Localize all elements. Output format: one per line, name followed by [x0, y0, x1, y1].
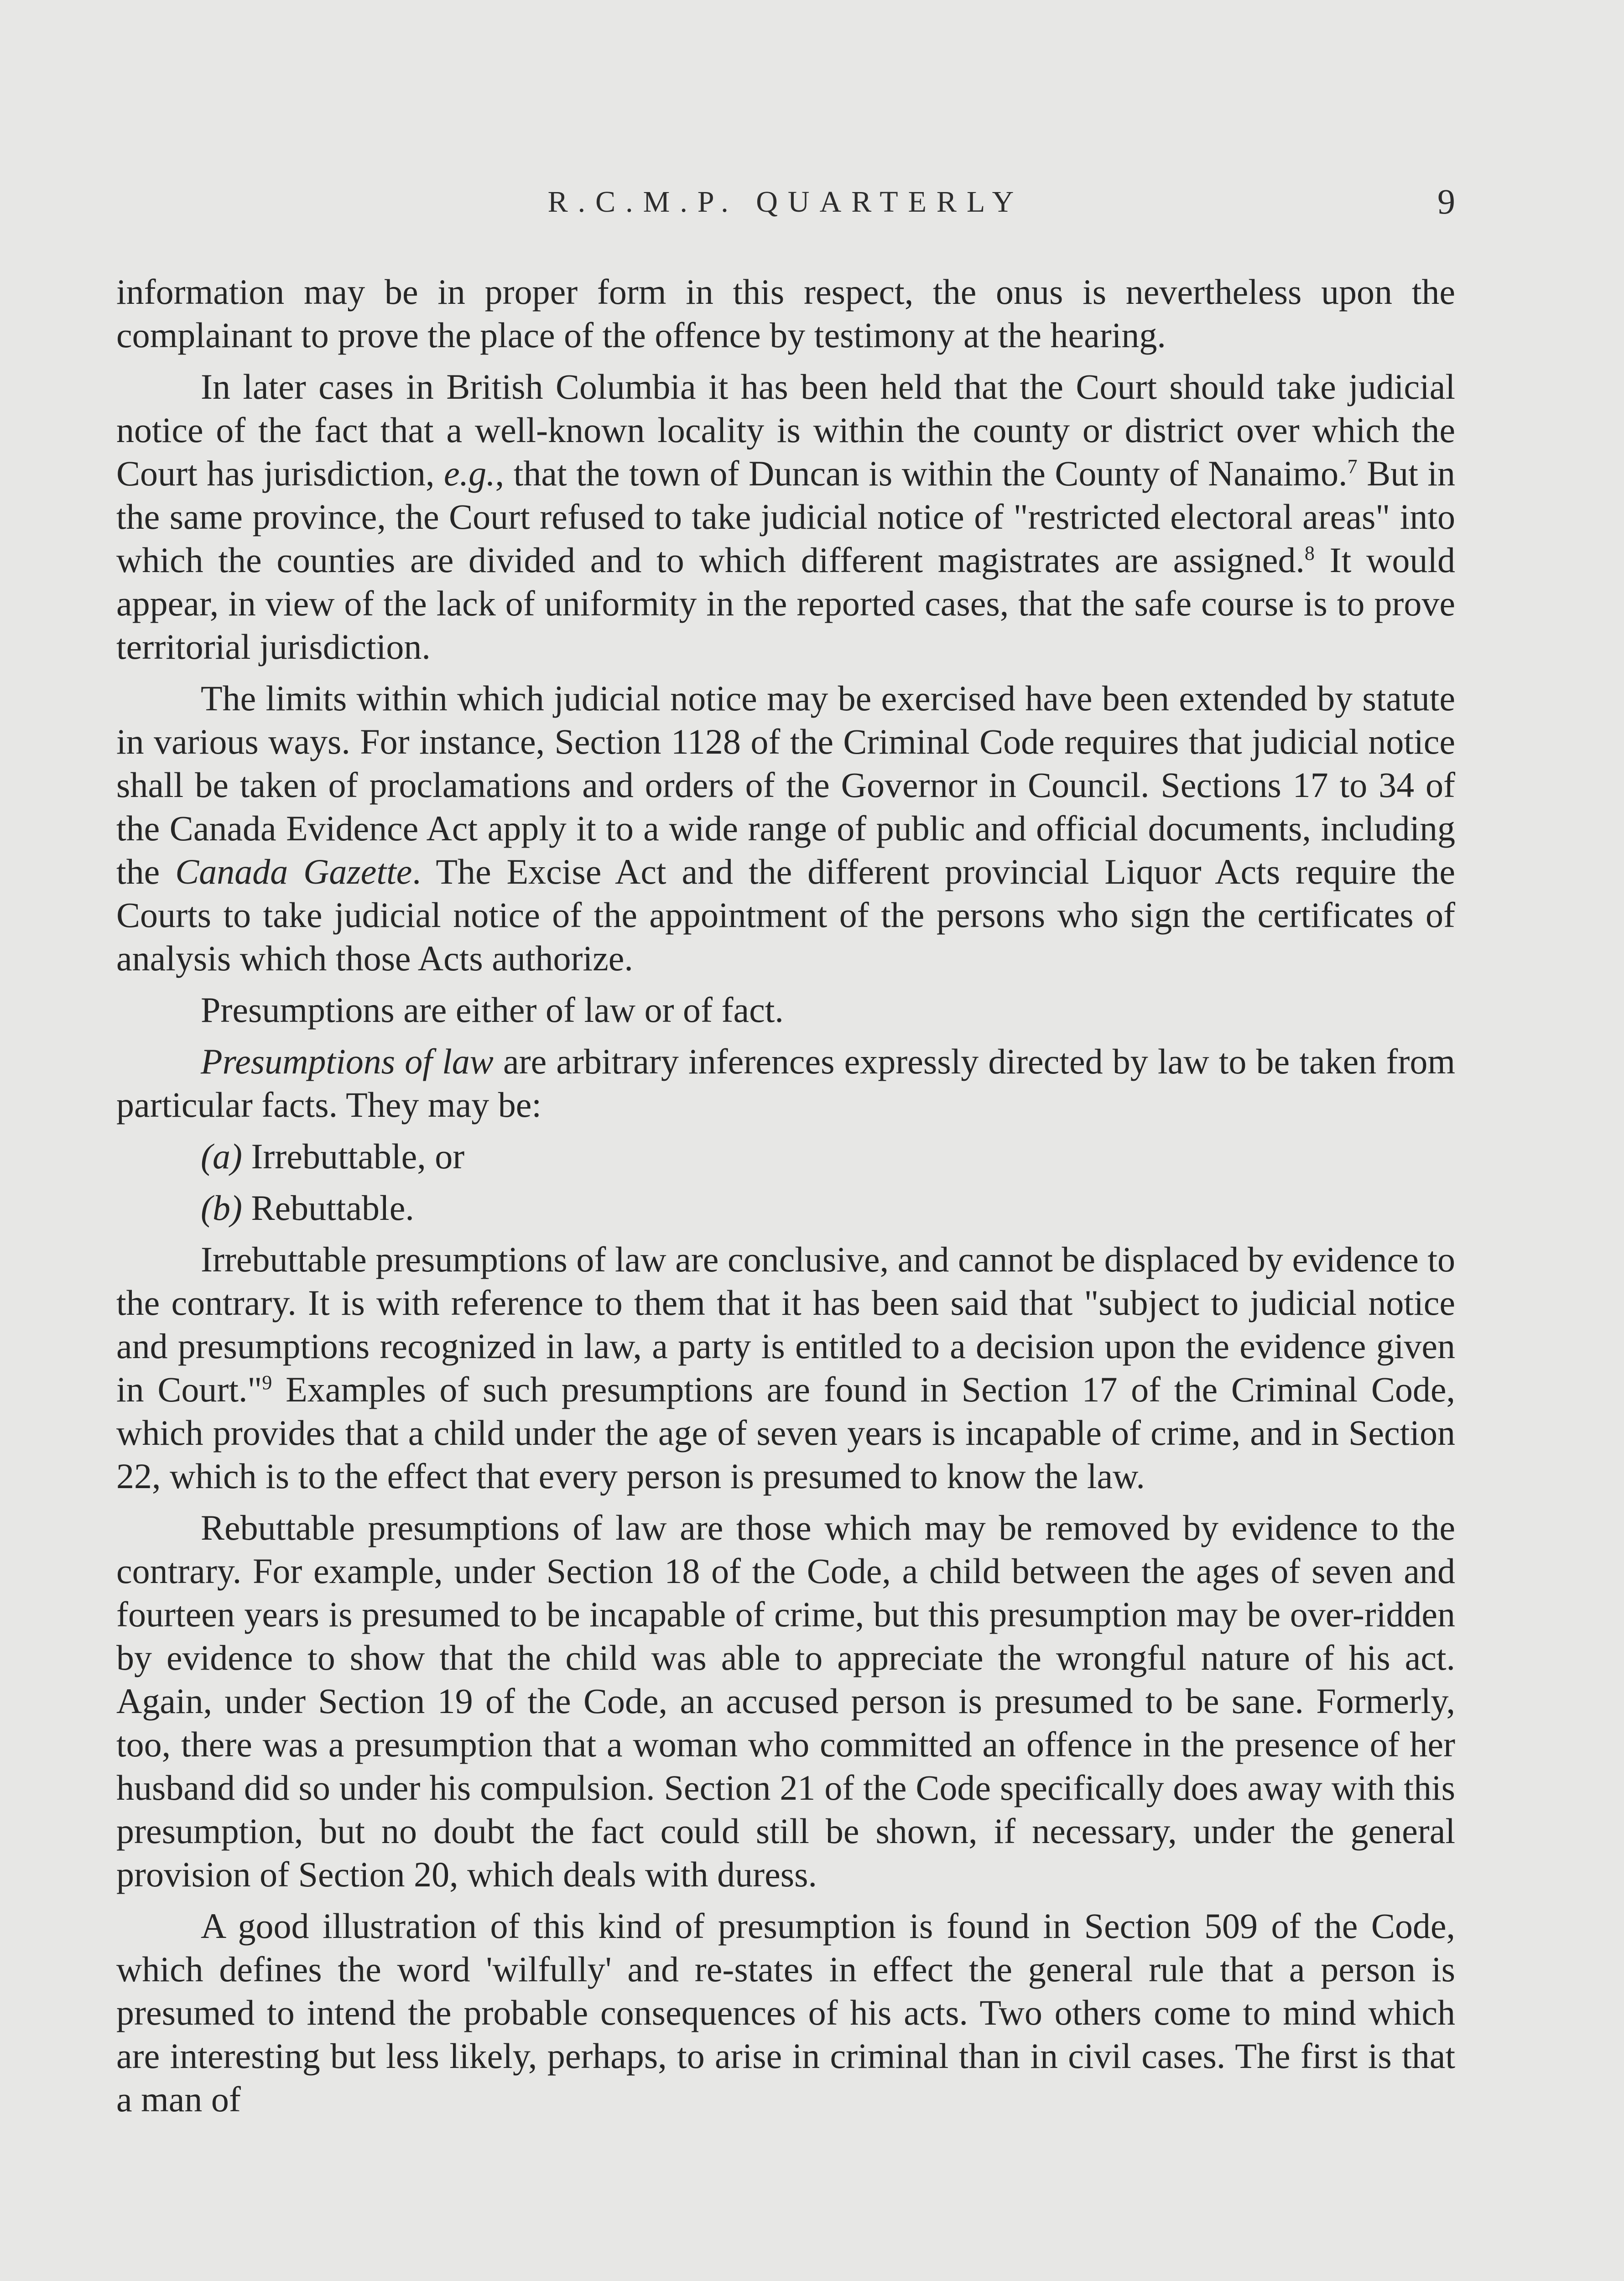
list-marker: (a)	[201, 1136, 242, 1176]
paragraph-2-part-d: It would appear, in view of the lack of uniformity in the reported cases, that the safe course is to prove territorial jurisdiction.	[116, 540, 1455, 667]
list-item-text: Rebuttable.	[242, 1188, 414, 1228]
paragraph-5-term: Presumptions of law	[201, 1042, 494, 1081]
paragraph-irrebuttable	[116, 1238, 1455, 1498]
list-item-text: Irrebuttable, or	[242, 1136, 465, 1176]
paragraph-statute-limits	[116, 677, 1455, 980]
paragraph-rebuttable	[116, 1506, 1455, 1896]
paragraph-7-text: Rebuttable presumptions of law are those which may be removed by evidence to the contrary. For example, under Section 18 of the Code, a child between the ages of seven and fourteen years is presumed to be incapable of crime, but this presumption may be over-ridden by evidence to show that the child was able to appreciate the wrongful nature of his act. Again, under Section 19 of the Code, an accused person is presumed to be sane. Formerly, too, there was a presumption that a woman who committed an offence in the presence of her husband did so under his compulsion. Section 21 of the Code specifically does away with this presumption, but no doubt the fact could still be shown, if necessary, under the general provision of Section 20, which deals with duress.	[116, 1508, 1455, 1894]
paragraph-presumptions	[116, 988, 1455, 1031]
footnote-ref-8: 8	[1304, 542, 1315, 564]
page-header	[116, 182, 1455, 235]
list-item	[116, 1135, 1455, 1178]
page-number: 9	[1437, 182, 1455, 221]
paragraph-5-rest: are arbitrary inferences expressly directed by law to be taken from particular facts. They may be:	[116, 1042, 1455, 1125]
paragraph-3-gazette: Canada Gazette	[175, 852, 412, 891]
paragraph-1-text: information may be in proper form in this respect, the onus is nevertheless upon the complainant to prove the place of the offence by testimony at the hearing.	[116, 272, 1455, 355]
paragraph-2-eg: e.g.	[444, 453, 495, 493]
footnote-ref-7: 7	[1347, 455, 1358, 478]
paragraph-2-part-b: , that the town of Duncan is within the County of Nanaimo.	[495, 453, 1348, 493]
paragraph-6-part-b: Examples of such presumptions are found in Section 17 of the Criminal Code, which provides that a child under the age of seven years is incapable of crime, and in Section 22, which is to the effect that every person is presumed to know the law.	[116, 1370, 1455, 1496]
paragraph-6-part-a: Irrebuttable presumptions of law are conclusive, and cannot be displaced by evidence to the contrary. It is with reference to them that it has been said that "subject to judicial notice and presumptions recognized in law, a party is entitled to a decision upon the evidence given in Court."	[116, 1239, 1455, 1409]
body-text	[116, 270, 1455, 2281]
footnote-ref-9: 9	[262, 1371, 272, 1394]
paragraph-2-part-a: In later cases in British Columbia it has been held that the Court should take judicial notice of the fact that a well-known locality is within the county or district over which the Court has jurisdiction,	[116, 367, 1455, 493]
paragraph-4-text: Presumptions are either of law or of fact.	[201, 990, 784, 1030]
list-marker: (b)	[201, 1188, 242, 1228]
paragraph-british-columbia	[116, 365, 1455, 668]
paragraph-continued	[116, 270, 1455, 357]
paragraph-3-part-a: The limits within which judicial notice may be exercised have been extended by statute in various ways. For instance, Section 1128 of the Criminal Code requires that judicial notice shall be taken of proclamations and orders of the Governor in Council. Sections 17 to 34 of the Canada Evidence Act apply it to a wide range of public and official documents, including the	[116, 678, 1455, 891]
paragraph-8-text: A good illustration of this kind of presumption is found in Section 509 of the Code, which defines the word 'wilfully' and re-states in effect the general rule that a person is presumed to intend the probable consequences of his acts. Two others come to mind which are interesting but less likely, perhaps, to arise in criminal than in civil cases. The first is that a man of	[116, 1906, 1455, 2119]
paragraph-presumptions-of-law	[116, 1040, 1455, 1126]
paragraph-3-part-b: . The Excise Act and the different provincial Liquor Acts require the Courts to take judicial notice of the appointment of the persons who sign the certificates of analysis which those Acts authorize.	[116, 852, 1455, 978]
list-item	[116, 1186, 1455, 1229]
paragraph-illustration	[116, 1904, 1455, 2121]
paragraph-2-part-c: But in the same province, the Court refused to take judicial notice of "restricted electoral areas" into which the counties are divided and to which different magistrates are assigned.	[116, 453, 1455, 580]
running-head: R.C.M.P. QUARTERLY	[547, 185, 1024, 219]
